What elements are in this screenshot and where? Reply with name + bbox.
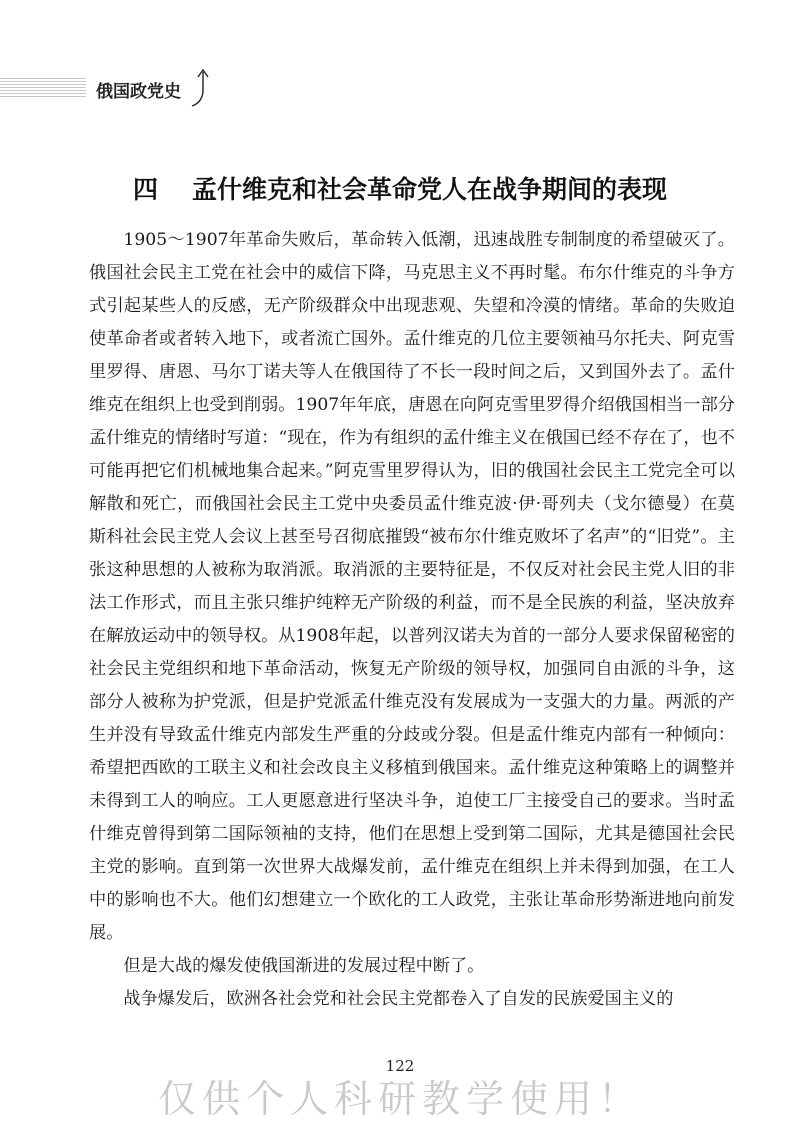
body-text <box>89 224 735 1016</box>
paragraph: 但是大战的爆发使俄国渐进的发展过程中断了。 <box>123 956 485 976</box>
running-header <box>0 68 215 110</box>
section-number: 四 <box>132 175 158 204</box>
running-header-title: 俄国政党史 <box>96 82 181 102</box>
page-number: 122 <box>385 1057 415 1075</box>
up-arrow-icon <box>190 68 212 110</box>
watermark: 仅供个人科研教学使用！ <box>157 1077 642 1121</box>
section-heading <box>0 170 800 206</box>
section-title: 孟什维克和社会革命党人在战争期间的表现 <box>192 175 668 204</box>
paragraph: 1905～1907年革命失败后，革命转入低潮，迅速战胜专制制度的希望破灭了。俄国社会民主工党在社会中的威信下降，马克思主义不再时髦。布尔什维克的斗争方式引起某些人的反感，无产阶级群众中出现悲观、失望和冷漠的情绪。革命的失败迫使革命者或者转入地下，或者流亡国外。孟什维克的几位主要领袖马尔托夫、阿克雪里罗得、唐恩、马尔丁诺夫等人在俄国待了不长一段时间之后，又到国外去了。孟什维克在组织上也受到削弱。1907年年底，唐恩在向阿克雪里罗得介绍俄国相当一部分孟什维克的情绪时写道：“现在，作为有组织的孟什维主义在俄国已经不存在了，也不可能再把它们机械地集合起来。”阿克雪里罗得认为，旧的俄国社会民主工党完全可以解散和死亡，而俄国社会民主工党中央委员孟什维克波·伊·哥列夫（戈尔德曼）在莫斯科社会民主党人会议上甚至号召彻底摧毁“被布尔什维克败坏了名声”的“旧党”。主张这种思想的人被称为取消派。取消派的主要特征是，不仅反对社会民主党人旧的非法工作形式，而且主张只维护纯粹无产阶级的利益，而不是全民族的利益，坚决放弃在解放运动中的领导权。从1908年起，以普列汉诺夫为首的一部分人要求保留秘密的社会民主党组织和地下革命活动，恢复无产阶级的领导权，加强同自由派的斗争，这部分人被称为护党派，但是护党派孟什维克没有发展成为一支强大的力量。两派的产生并没有导致孟什维克内部发生严重的分歧或分裂。但是孟什维克内部有一种倾向：希望把西欧的工联主义和社会改良主义移植到俄国来。孟什维克这种策略上的调整并未得到工人的响应。工人更愿意进行坚决斗争，迫使工厂主接受自己的要求。当时孟什维克曾得到第二国际领袖的支持，他们在思想上受到第二国际，尤其是德国社会民主党的影响。直到第一次世界大战爆发前，孟什维克在组织上并未得到加强，在工人中的影响也不大。他们幻想建立一个欧化的工人政党，主张让革命形势渐进地向前发展。 <box>89 230 735 943</box>
header-decorative-lines <box>0 78 86 98</box>
paragraph: 战争爆发后，欧洲各社会党和社会民主党都卷入了自发的民族爱国主义的 <box>123 989 674 1009</box>
